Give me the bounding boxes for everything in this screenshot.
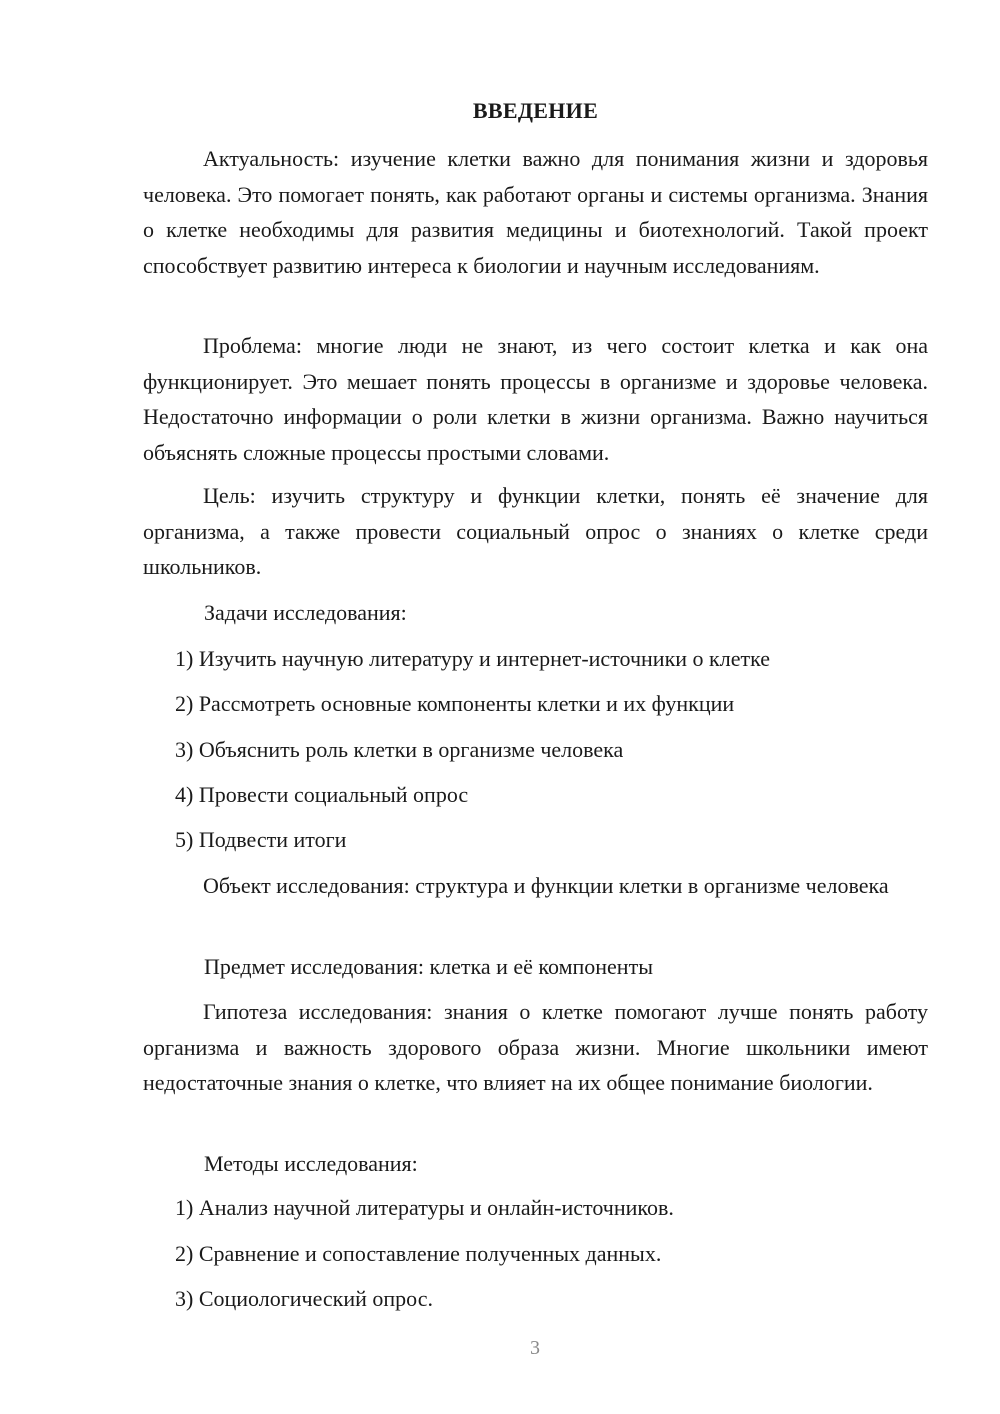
task-item: 2) Рассмотреть основные компоненты клетки и их функции (175, 691, 735, 716)
relevance-paragraph: Актуальность: изучение клетки важно для понимания жизни и здоровья человека. Это помогает понять, как работают органы и системы организма. Знания о клетке необходимы для развития медицины и биотехнологий. Такой проект способствует развитию интереса к биологии и научным исследованиям. (143, 146, 928, 278)
tasks-title: Задачи исследования: (204, 600, 407, 625)
hypothesis-paragraph: Гипотеза исследования: знания о клетке помогают лучше понять работу организма и важность здорового образа жизни. Многие школьники имеют недостаточные знания о клетке, что влияет на их общее понимание биологии. (143, 999, 928, 1095)
task-item: 5) Подвести итоги (175, 827, 347, 852)
methods-title: Методы исследования: (204, 1151, 418, 1176)
method-item: 1) Анализ научной литературы и онлайн-источников. (175, 1195, 674, 1220)
subject-line: Предмет исследования: клетка и её компоненты (204, 954, 653, 979)
object-paragraph: Объект исследования: структура и функции клетки в организме человека (203, 873, 889, 898)
page-number: 3 (530, 1337, 540, 1359)
task-item: 3) Объяснить роль клетки в организме человека (175, 737, 624, 762)
method-item: 3) Социологический опрос. (175, 1286, 433, 1311)
task-item: 4) Провести социальный опрос (175, 782, 469, 807)
goal-paragraph: Цель: изучить структуру и функции клетки, понять её значение для организма, а также провести социальный опрос о знаниях о клетке среди школьников. (143, 483, 928, 579)
task-item: 1) Изучить научную литературу и интернет-источники о клетке (175, 646, 770, 671)
section-heading: ВВЕДЕНИЕ (472, 98, 599, 123)
method-item: 2) Сравнение и сопоставление полученных данных. (175, 1241, 662, 1266)
problem-paragraph: Проблема: многие люди не знают, из чего состоит клетка и как она функционирует. Это мешает понять процессы в организме и здоровье человека. Недостаточно информации о роли клетки в жизни организма. Важно научиться объяснять сложные процессы простыми словами. (143, 333, 928, 465)
